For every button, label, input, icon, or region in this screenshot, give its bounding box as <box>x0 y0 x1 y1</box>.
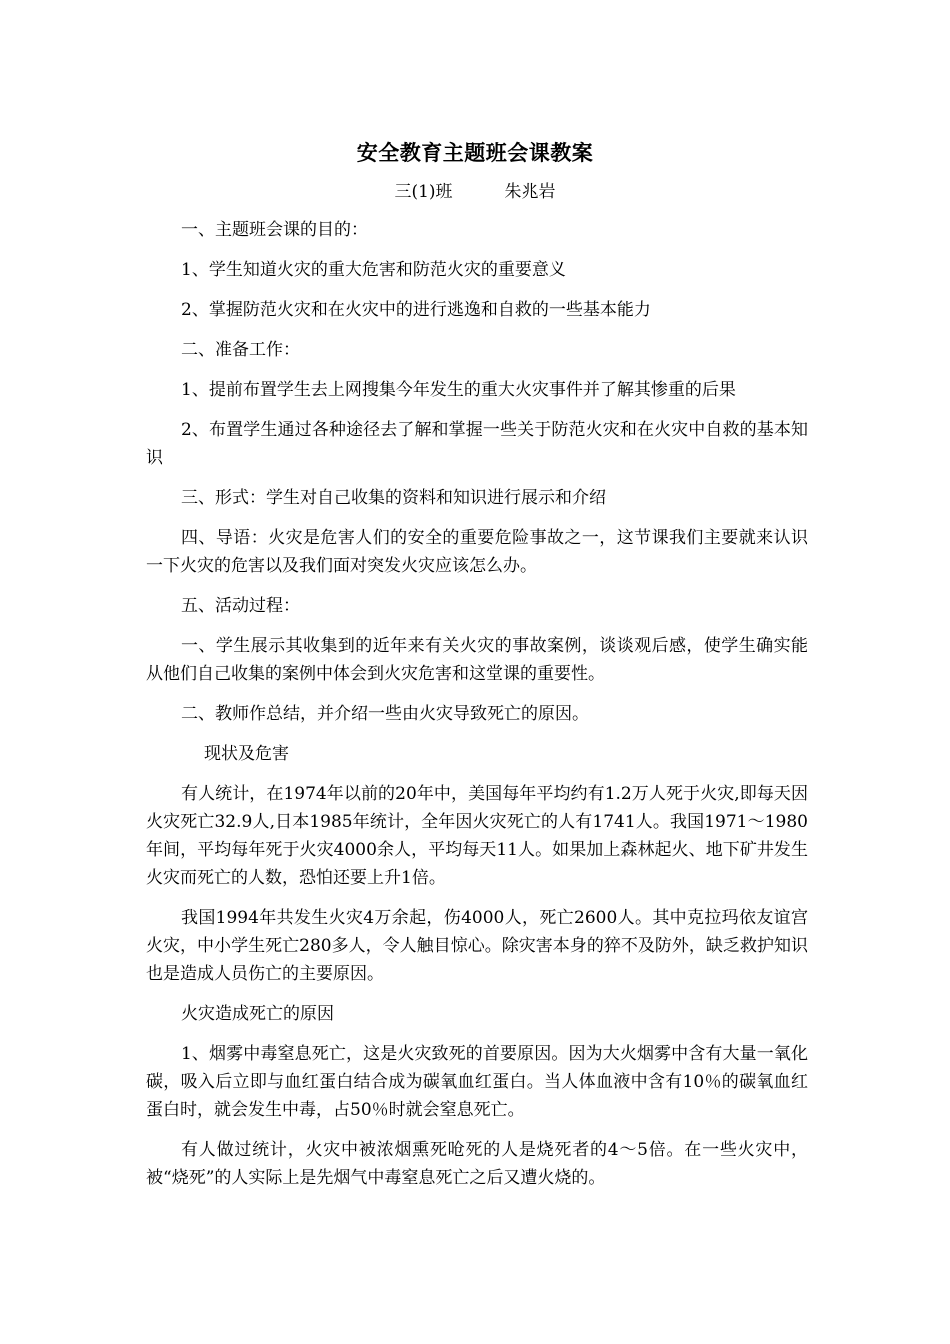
paragraph: 三、形式：学生对自己收集的资料和知识进行展示和介绍 <box>181 488 606 508</box>
paragraph: 1、烟雾中毒窒息死亡，这是火灾致死的首要原因。因为大火烟雾中含有大量一氧化碳，吸入后立即与血红蛋白结合成为碳氧血红蛋白。当人体血液中含有10％的碳氧血红蛋白时，就会发生中毒，占50％时就会窒息死亡。 <box>146 1044 808 1120</box>
paragraph: 有人做过统计，火灾中被浓烟熏死呛死的人是烧死者的4～5倍。在一些火灾中，被“烧死”的人实际上是先烟气中毒窒息死亡之后又遭火烧的。 <box>146 1140 808 1188</box>
document-title: 安全教育主题班会课教案 <box>356 140 594 165</box>
paragraph: 五、活动过程： <box>181 596 300 616</box>
byline <box>0 180 950 204</box>
paragraph: 二、教师作总结，并介绍一些由火灾导致死亡的原因。 <box>181 704 589 724</box>
paragraph: 1、提前布置学生去上网搜集今年发生的重大火灾事件并了解其惨重的后果 <box>181 380 736 400</box>
paragraph: 火灾造成死亡的原因 <box>181 1004 334 1024</box>
paragraph: 二、准备工作： <box>181 340 300 360</box>
document-body <box>146 216 808 1204</box>
paragraph: 2、掌握防范火灾和在火灾中的进行逃逸和自救的一些基本能力 <box>181 300 651 320</box>
teacher-name: 朱兆岩 <box>504 182 556 202</box>
paragraph: 一、学生展示其收集到的近年来有关火灾的事故案例，谈谈观后感，使学生确实能从他们自己收集的案例中体会到火灾危害和这堂课的重要性。 <box>146 636 808 684</box>
class-name: 三(1)班 <box>394 182 453 202</box>
paragraph: 我国1994年共发生火灾4万余起，伤4000人，死亡2600人。其中克拉玛依友谊宫火灾，中小学生死亡280多人，令人触目惊心。除灾害本身的猝不及防外，缺乏救护知识也是造成人员伤亡的主要原因。 <box>146 908 808 984</box>
paragraph: 2、布置学生通过各种途径去了解和掌握一些关于防范火灾和在火灾中自救的基本知识 <box>146 420 808 468</box>
paragraph: 一、主题班会课的目的： <box>181 220 368 240</box>
paragraph: 四、导语：火灾是危害人们的安全的重要危险事故之一，这节课我们主要就来认识一下火灾的危害以及我们面对突发火灾应该怎么办。 <box>146 528 808 576</box>
paragraph: 现状及危害 <box>204 744 289 764</box>
paragraph: 1、学生知道火灾的重大危害和防范火灾的重要意义 <box>181 260 566 280</box>
paragraph: 有人统计，在1974年以前的20年中，美国每年平均约有1.2万人死于火灾,即每天因火灾死亡32.9人,日本1985年统计，全年因火灾死亡的人有1741人。我国1971～1980年间，平均每年死于火灾4000余人，平均每天11人。如果加上森林起火、地下矿井发生火灾而死亡的人数，恐怕还要上升1倍。 <box>146 784 808 888</box>
